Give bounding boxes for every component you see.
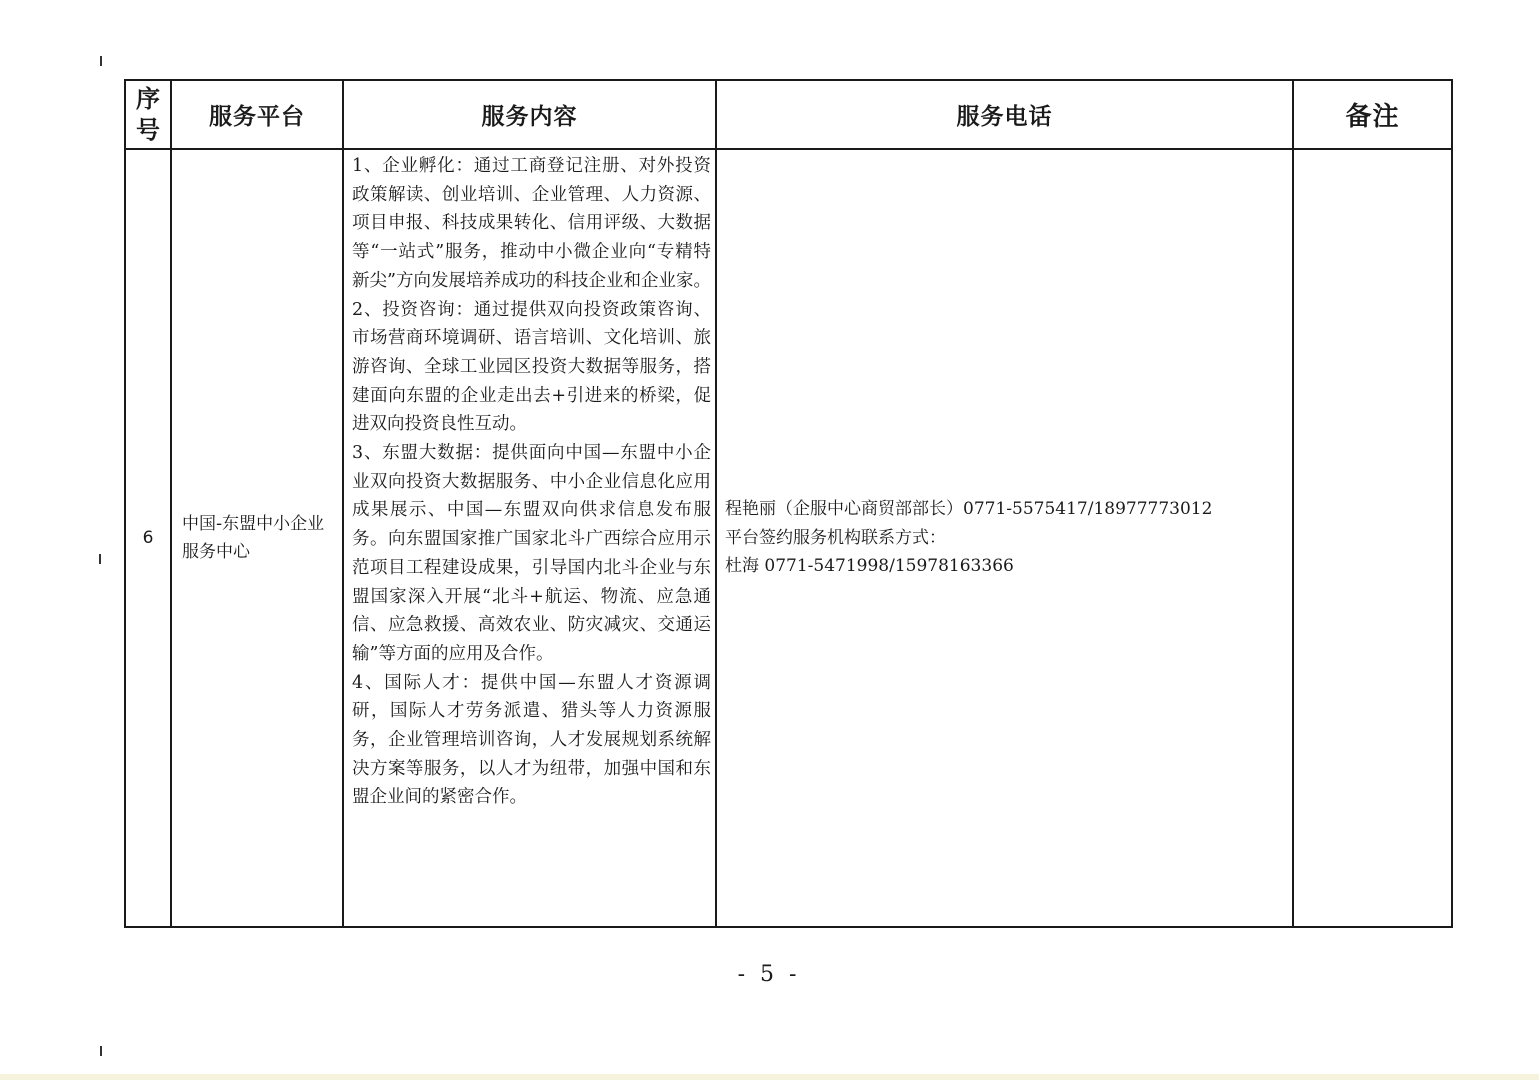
page-bottom-edge (0, 1074, 1539, 1080)
phone-line-agency-label: 平台签约服务机构联系方式： (725, 527, 946, 548)
phone-line-agency-contact: 杜海 0771-5471998/15978163366 (725, 556, 1014, 577)
table-row (125, 149, 1452, 927)
row-platform: 中国-东盟中小企业服务中心 (171, 149, 343, 927)
header-platform: 服务平台 (171, 80, 343, 149)
service-table (124, 79, 1453, 928)
header-row (125, 80, 1452, 149)
content-item-big-data: 3、东盟大数据：提供面向中国—东盟中小企业双向投资大数据服务、中小企业信息化应用成果展示、中国—东盟双向供求信息发布服务。向东盟国家推广国家北斗广西综合应用示范项目工程建设成果，引导国内北斗企业与东盟国家深入开展“北斗+航运、物流、应急通信、应急救援、高效农业、防灾减灾、交通运输”等方面的应用及合作。 (352, 443, 711, 664)
row-notes (1293, 149, 1452, 927)
row-content (343, 149, 716, 927)
binding-mark-middle (99, 554, 101, 564)
content-item-incubation: 1、企业孵化：通过工商登记注册、对外投资政策解读、创业培训、企业管理、人力资源、项目申报、科技成果转化、信用评级、大数据等“一站式”服务，推动中小微企业向“专精特新尖”方向发展培养成功的科技企业和企业家。 (352, 156, 711, 291)
binding-mark-top (100, 56, 102, 66)
header-notes: 备注 (1293, 80, 1452, 149)
header-content: 服务内容 (343, 80, 716, 149)
header-phone: 服务电话 (716, 80, 1293, 149)
header-index: 序号 (125, 80, 171, 149)
binding-mark-bottom (100, 1046, 102, 1056)
content-item-investment: 2、投资咨询：通过提供双向投资政策咨询、市场营商环境调研、语言培训、文化培训、旅游咨询、全球工业园区投资大数据等服务，搭建面向东盟的企业走出去+引进来的桥梁，促进双向投资良性互动。 (352, 299, 711, 435)
content-item-talent: 4、国际人才：提供中国—东盟人才资源调研，国际人才劳务派遣、猎头等人力资源服务，企业管理培训咨询，人才发展规划系统解决方案等服务，以人才为纽带，加强中国和东盟企业间的紧密合作。 (352, 672, 711, 808)
row-phone (716, 149, 1293, 927)
phone-line-contact: 程艳丽（企服中心商贸部部长）0771-5575417/18977773012 (725, 499, 1213, 520)
page-number: - 5 - (737, 962, 801, 987)
row-index: 6 (125, 149, 171, 927)
